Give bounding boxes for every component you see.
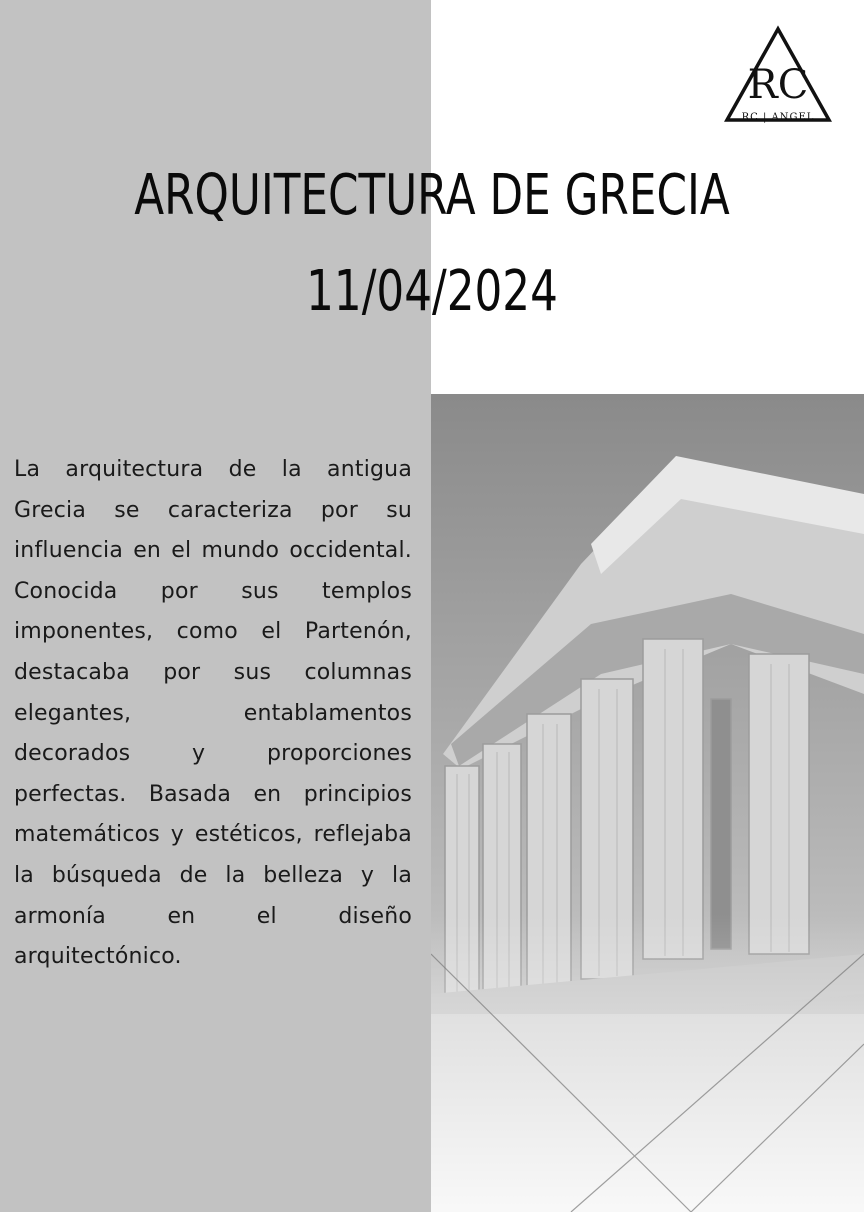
page-title: ARQUITECTURA DE GRECIA xyxy=(134,163,730,228)
logo-monogram: RC xyxy=(747,62,809,108)
parthenon-image xyxy=(431,394,864,1212)
brand-logo xyxy=(722,24,834,132)
parthenon-photo xyxy=(431,394,864,1212)
intro-paragraph: La arquitectura de la antigua Grecia se caracteriza por su influencia en el mundo occidental. Conocida por sus templos imponentes, como el Partenón, destacaba por sus columnas elegantes, entablamentos decorados y proporciones perfectas. Basada en principios matemáticos y estéticos, reflejaba la búsqueda de la belleza y la armonía en el diseño arquitectónico. xyxy=(14,457,412,970)
logo-brand-text: RC | ANGEL xyxy=(741,112,815,123)
page-date: 11/04/2024 xyxy=(306,259,558,324)
